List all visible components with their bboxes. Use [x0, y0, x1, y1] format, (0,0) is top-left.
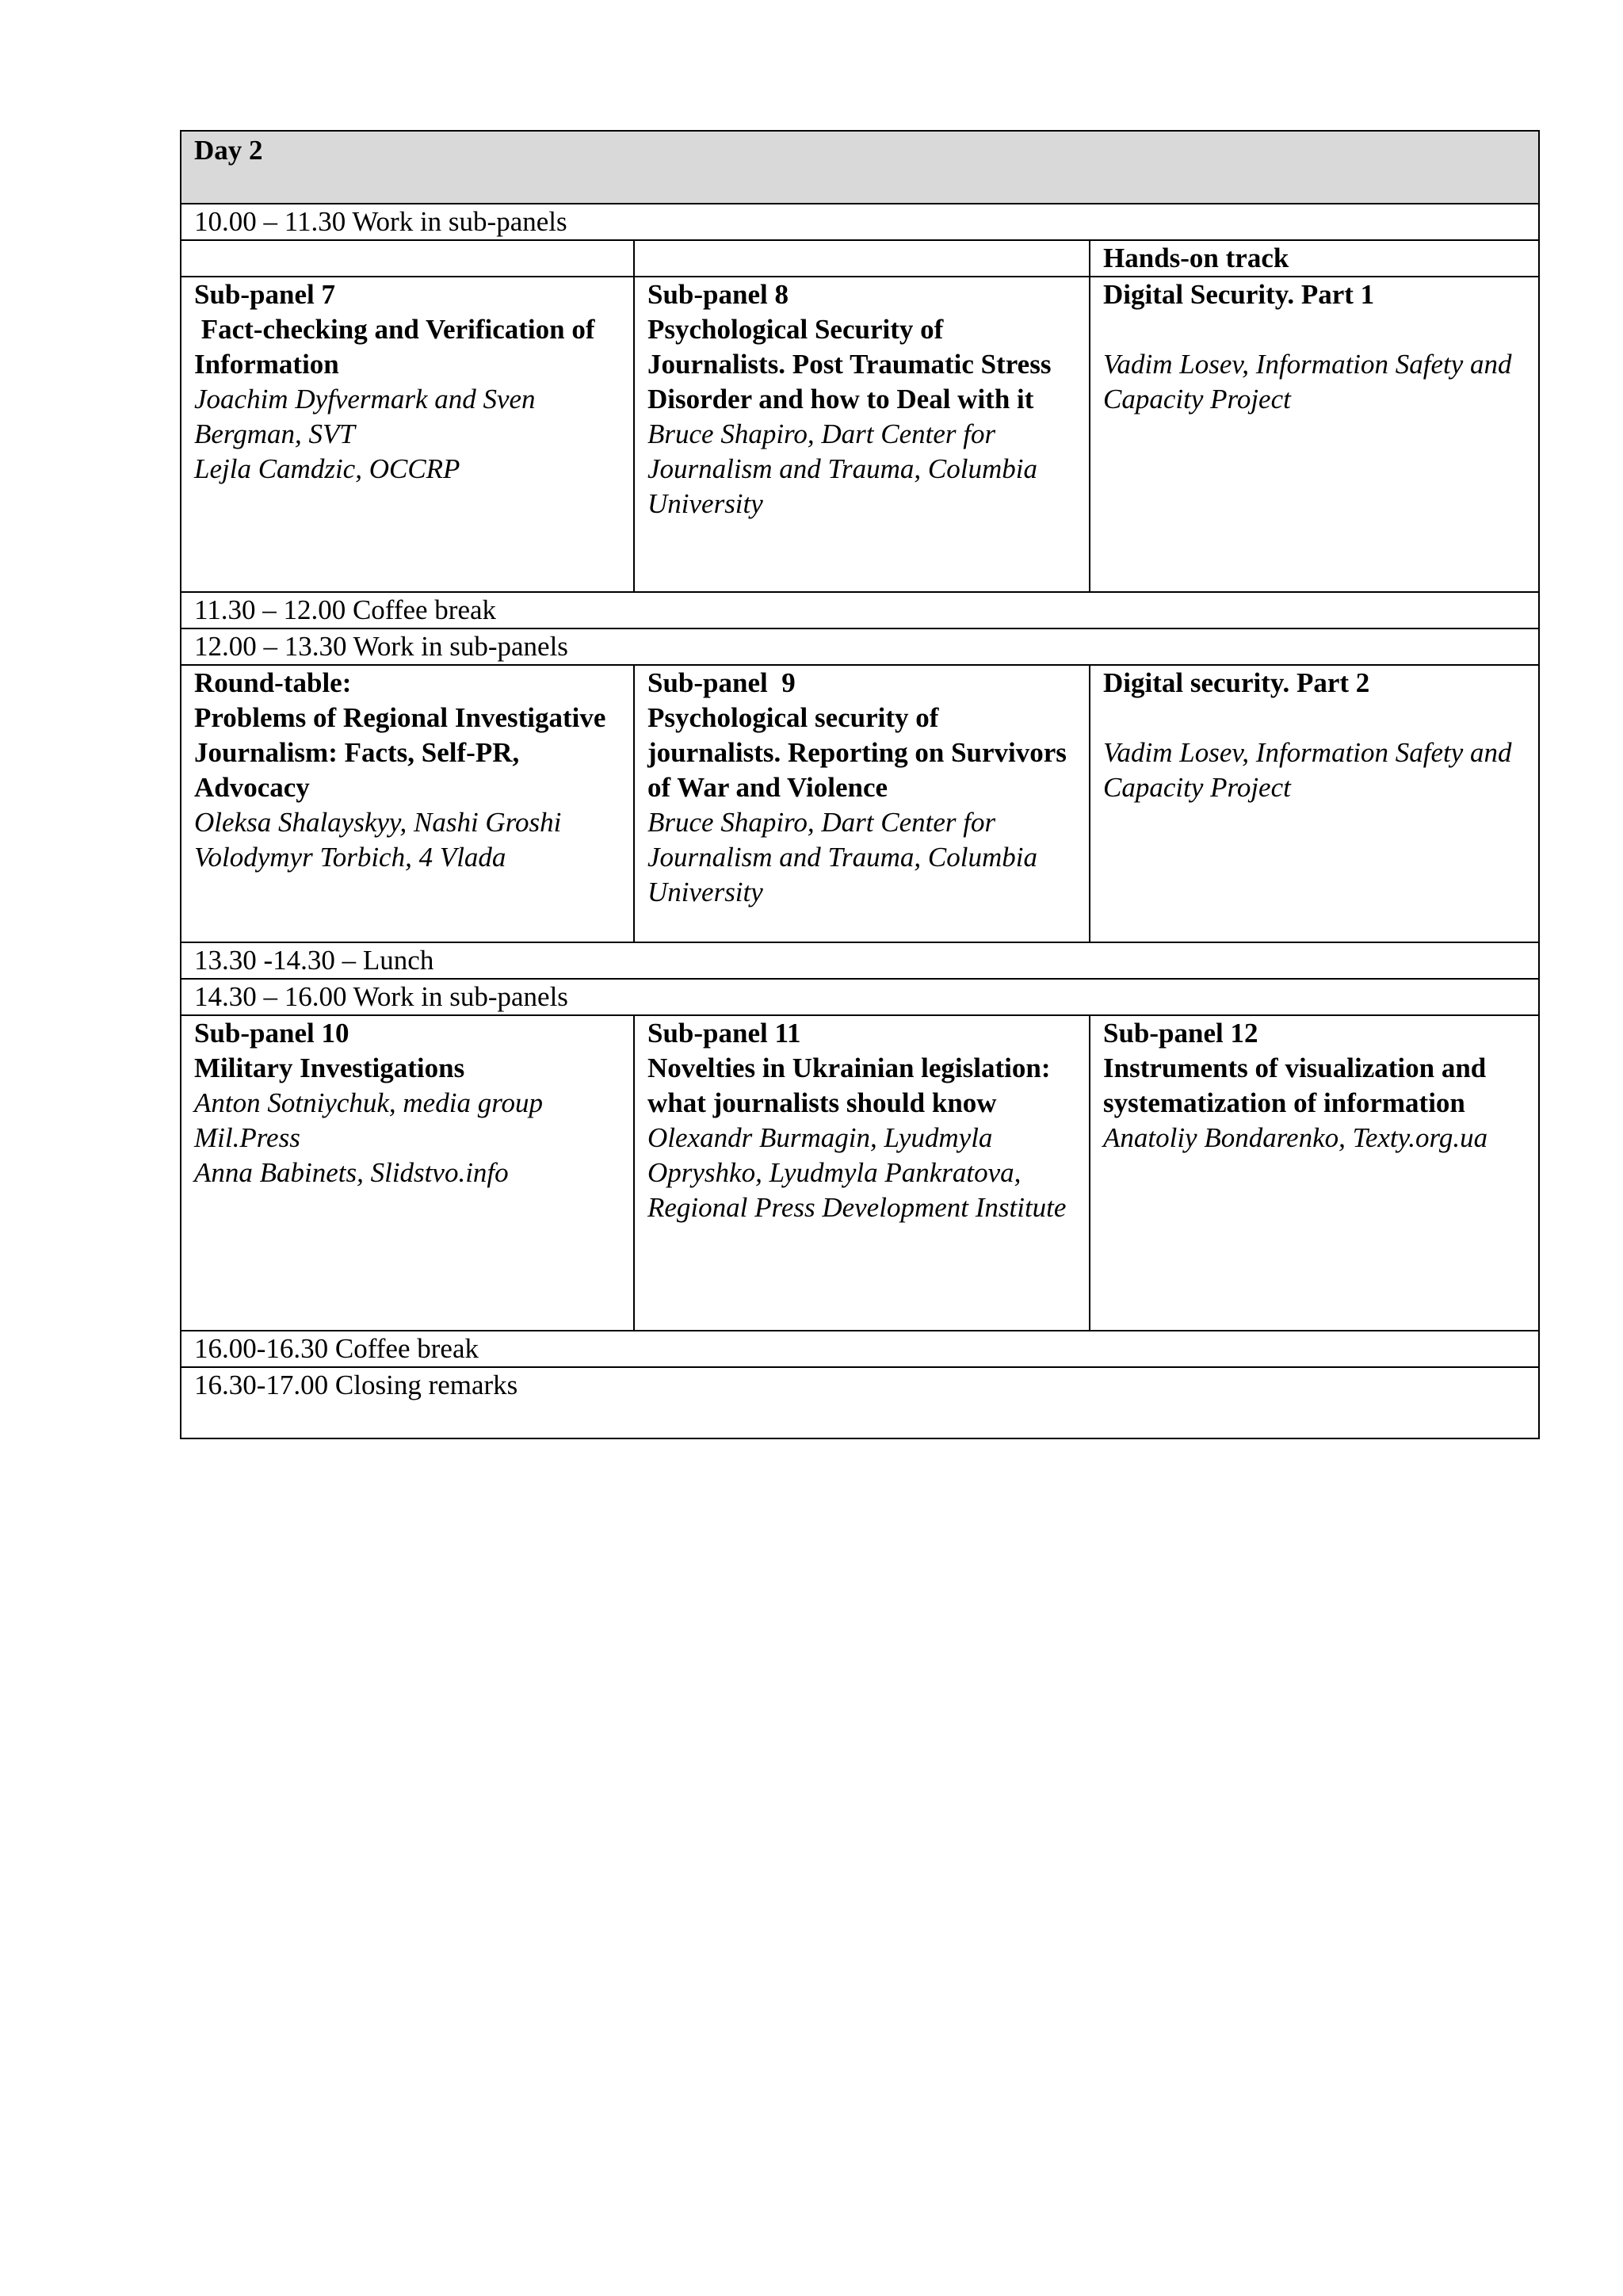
session-title: Fact-checking and Verification of Information	[194, 314, 602, 380]
closing-row	[181, 1367, 1539, 1438]
session-number: Sub-panel 8	[647, 279, 789, 310]
session-cell	[1090, 665, 1539, 942]
speaker: Anatoliy Bondarenko, Texty.org.ua	[1103, 1122, 1488, 1153]
time-slot-3: 14.30 – 16.00 Work in sub-panels	[181, 979, 1539, 1015]
break-row	[181, 1331, 1539, 1367]
day-header-row	[181, 131, 1539, 204]
coffee-break-2: 16.00-16.30 Coffee break	[181, 1331, 1539, 1367]
session-cell	[181, 665, 634, 942]
session-row-1	[181, 277, 1539, 592]
session-number: Sub-panel 12	[1103, 1018, 1258, 1049]
speaker: Oleksa Shalayskyy, Nashi Groshi	[194, 807, 562, 838]
lunch-row	[181, 942, 1539, 979]
session-number: Sub-panel 10	[194, 1018, 349, 1049]
speaker: Anton Sotniychuk, media group Mil.Press	[194, 1087, 544, 1153]
time-slot-1: 10.00 – 11.30 Work in sub-panels	[181, 204, 1539, 240]
session-title: Digital security. Part 2	[1103, 667, 1370, 698]
session-row-2	[181, 665, 1539, 942]
session-row-3	[181, 1015, 1539, 1331]
day-label: Day 2	[181, 131, 1539, 204]
session-title: Psychological Security of Journalists. Post Traumatic Stress Disorder and how to Deal with it	[647, 314, 1052, 415]
session-cell	[1090, 1015, 1539, 1331]
speaker: Anna Babinets, Slidstvo.info	[194, 1157, 509, 1188]
session-cell	[1090, 277, 1539, 592]
session-cell	[181, 277, 634, 592]
time-row	[181, 979, 1539, 1015]
session-cell	[634, 277, 1090, 592]
time-slot-2: 12.00 – 13.30 Work in sub-panels	[181, 628, 1539, 665]
track-row	[181, 240, 1539, 277]
session-number: Sub-panel 11	[647, 1018, 801, 1049]
session-title: Military Investigations	[194, 1052, 465, 1083]
speaker: Joachim Dyfvermark and Sven Bergman, SVT	[194, 384, 536, 449]
session-title: Novelties in Ukrainian legislation: what journalists should know	[647, 1052, 1051, 1118]
speaker: Olexandr Burmagin, Lyudmyla Opryshko, Lyudmyla Pankratova, Regional Press Development Institute	[647, 1122, 1067, 1223]
speaker: Bruce Shapiro, Dart Center for Journalism and Trauma, Columbia University	[647, 418, 1037, 519]
session-number: Round-table:	[194, 667, 352, 698]
session-title: Psychological security of journalists. Reporting on Survivors of War and Violence	[647, 702, 1067, 803]
speaker: Vadim Losev, Information Safety and Capacity Project	[1103, 737, 1512, 803]
time-row	[181, 204, 1539, 240]
break-row	[181, 592, 1539, 628]
lunch: 13.30 -14.30 – Lunch	[181, 942, 1539, 979]
session-number: Sub-panel 7	[194, 279, 335, 310]
session-title: Digital Security. Part 1	[1103, 279, 1375, 310]
session-cell	[181, 1015, 634, 1331]
session-number: Sub-panel 9	[647, 667, 796, 698]
session-cell	[634, 665, 1090, 942]
speaker: Vadim Losev, Information Safety and Capacity Project	[1103, 349, 1512, 415]
track-label: Hands-on track	[1103, 243, 1289, 273]
session-title: Instruments of visualization and systematization of information	[1103, 1052, 1487, 1118]
time-row	[181, 628, 1539, 665]
session-cell	[634, 1015, 1090, 1331]
session-title: Problems of Regional Investigative Journalism: Facts, Self-PR, Advocacy	[194, 702, 606, 803]
coffee-break-1: 11.30 – 12.00 Coffee break	[181, 592, 1539, 628]
speaker: Volodymyr Torbich, 4 Vlada	[194, 842, 506, 873]
day2-schedule-table	[180, 130, 1540, 1439]
closing-remarks: 16.30-17.00 Closing remarks	[181, 1367, 1539, 1438]
speaker: Bruce Shapiro, Dart Center for Journalism and Trauma, Columbia University	[647, 807, 1037, 907]
speaker: Lejla Camdzic, OCCRP	[194, 453, 460, 484]
